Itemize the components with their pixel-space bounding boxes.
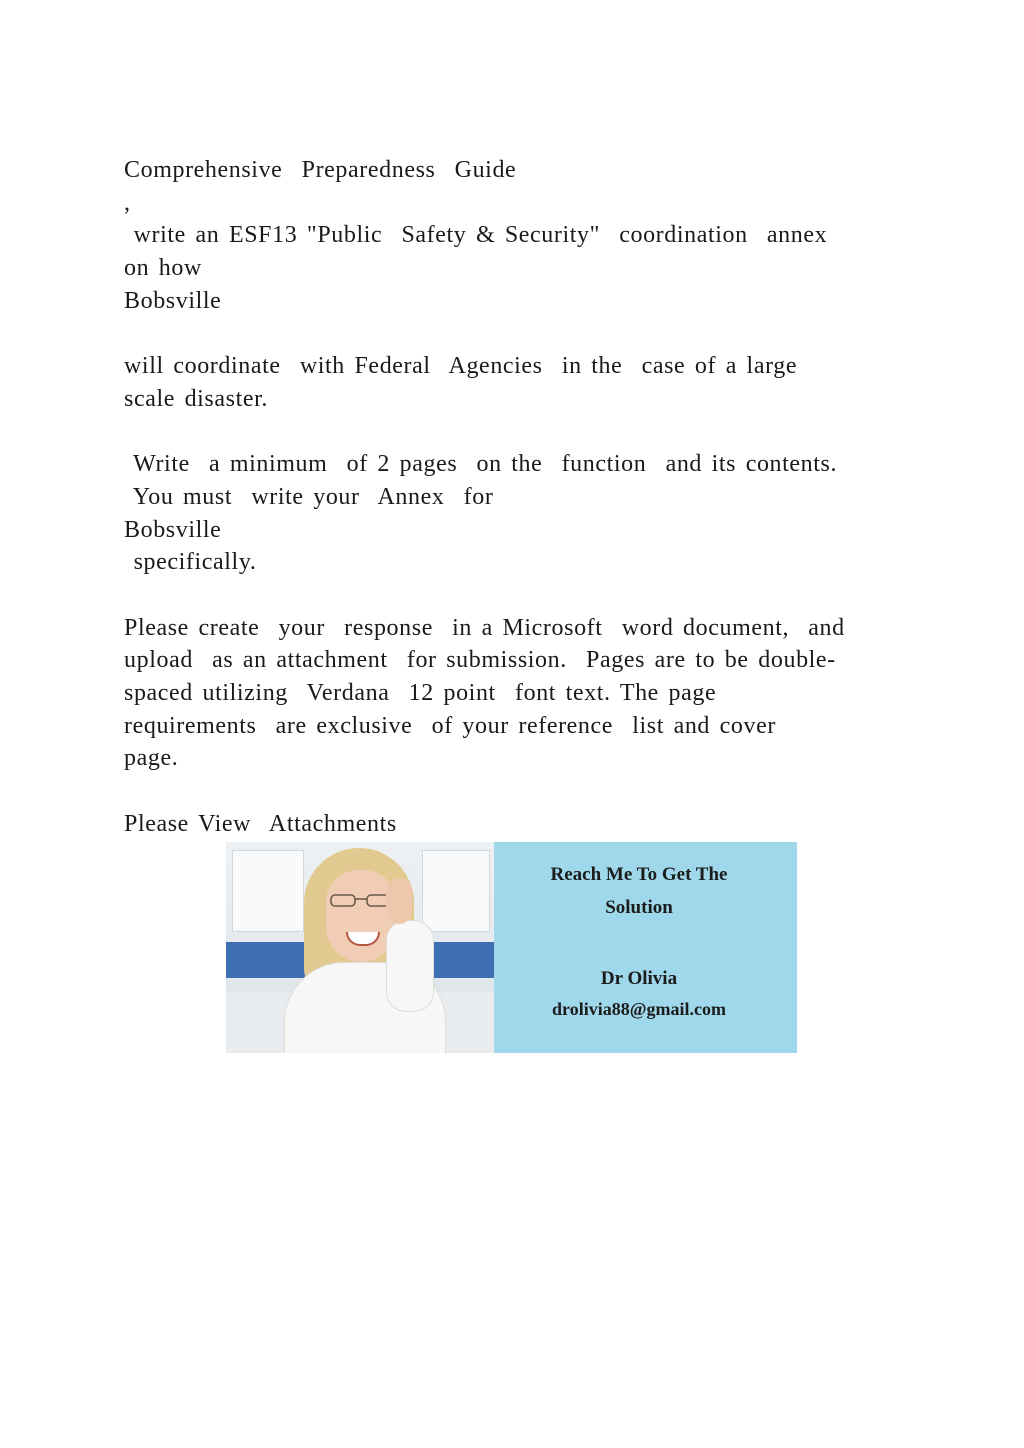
document-line: , (124, 189, 131, 216)
contact-panel (494, 842, 797, 1053)
contact-heading-line-2: Solution (605, 897, 673, 918)
document-line: requirements are exclusive of your reference list and cover (124, 712, 776, 739)
document-line: specifically. (124, 549, 257, 576)
document-line: on how (124, 255, 202, 282)
document-title-line: Comprehensive Preparedness Guide (124, 157, 517, 183)
document-blank-line (124, 579, 904, 612)
document-line: Write a minimum of 2 pages on the function and its contents. (124, 451, 838, 478)
document-line: You must write your Annex for (124, 483, 494, 510)
document-line: spaced utilizing Verdana 12 point font text. The page (124, 680, 717, 706)
document-line: scale disaster. (124, 385, 268, 412)
attachments-line: Please View Attachments (124, 810, 397, 837)
contact-name: Dr Olivia (600, 968, 678, 989)
woman-with-glasses-photo (226, 842, 494, 1053)
document-blank-line (124, 416, 904, 449)
document-line: Bobsville (124, 516, 222, 543)
document-line: page. (124, 745, 179, 772)
contact-heading-line-1: Reach Me To Get The (550, 864, 728, 885)
document-blank-line (124, 775, 904, 808)
document-line: write an ESF13 "Public Safety & Security" coordination annex (124, 222, 828, 249)
contact-email: drolivia88@gmail.com (552, 999, 726, 1019)
document-line: upload as an attachment for submission. Pages are to be double- (124, 647, 836, 674)
contact-banner (226, 842, 797, 1053)
document-line: Bobsville (124, 287, 222, 314)
document-line: will coordinate with Federal Agencies in the case of a large (124, 353, 798, 380)
glasses-icon (328, 894, 394, 908)
document-body (124, 154, 904, 840)
document-line: Please create your response in a Microsoft word document, and (124, 614, 845, 641)
document-blank-line (124, 317, 904, 350)
